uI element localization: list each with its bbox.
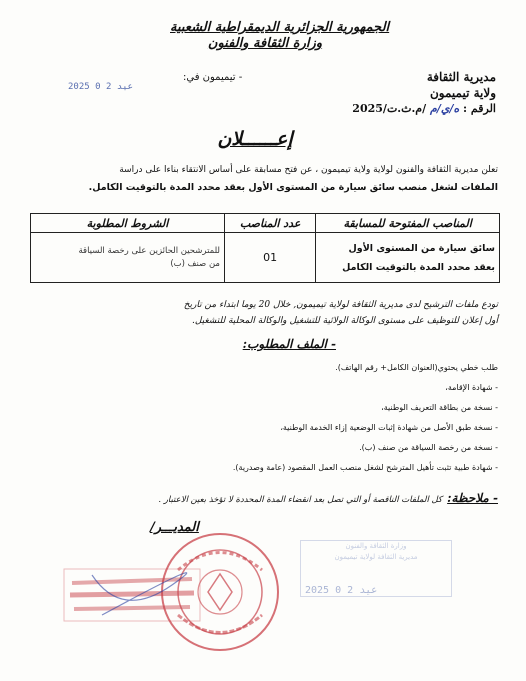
header-count: عدد المناصب bbox=[224, 214, 315, 233]
announcement-title: إعــــــلان bbox=[217, 128, 293, 150]
reception-stamp-text-2: مديرية الثقافة لولاية تيميمون bbox=[334, 553, 418, 561]
list-item: - نسخة طبق الأصل من شهادة إثبات الوضعية إزاء الخدمة الوطنية، bbox=[280, 423, 498, 432]
reference-value: /م.ث.ت/2025 bbox=[352, 102, 427, 115]
condition-line-1: للمترشحين الحائزين على رخصة السياقة bbox=[78, 245, 220, 256]
reference-number bbox=[352, 102, 496, 115]
intro-line-2: الملفات لشغل منصب سائق سيارة من المستوى الأول بعقد محدد المدة بالتوقيت الكامل. bbox=[88, 182, 498, 193]
list-item: - نسخة من رخصة السياقة من صنف (ب). bbox=[359, 443, 498, 452]
director-title: المديـــر/ bbox=[150, 520, 199, 535]
intro-line-1: تعلن مديرية الثقافة والفنون لولاية ولاية تيميمون ، عن فتح مسابقة على أساس الانتقاء بناءا على دراسة bbox=[119, 165, 498, 175]
requirements-list bbox=[28, 363, 498, 483]
reference-handwritten: ه/ي/م bbox=[429, 102, 460, 115]
condition-line-2: من صنف (ب) bbox=[170, 258, 220, 269]
deposit-line-2: أول إعلان للتوظيف على مستوى الوكالة الولائية للتشغيل والوكالة المحلية للتشغيل. bbox=[192, 316, 498, 326]
deposit-line-1: تودع ملفات الترشيح لدى مديرية الثقافة لولاية تيميمون, خلال 20 يوما ابتداء من تاريخ bbox=[183, 300, 498, 310]
table-row bbox=[31, 233, 500, 283]
directorate-label: مديرية الثقافة bbox=[426, 70, 496, 84]
list-item: - نسخة من بطاقة التعريف الوطنية، bbox=[381, 403, 498, 412]
note bbox=[23, 487, 498, 506]
note-label: - ملاحظة: bbox=[447, 491, 498, 505]
wilaya-label: ولاية تيميمون bbox=[429, 86, 496, 100]
list-item: - شهادة طبية تثبت تأهيل المترشح لشغل منصب العمل المقصود (عامة وصدرية). bbox=[232, 463, 498, 472]
reception-stamp-text: وزارة الثقافة والفنون bbox=[345, 542, 407, 550]
republic-title: الجمهورية الجزائرية الديمقراطية الشعبية bbox=[170, 20, 390, 35]
post-cell bbox=[316, 233, 500, 283]
note-text: كل الملفات الناقصة أو التي تصل بعد انقضاء المدة المحددة لا تؤخذ بعين الاعتبار . bbox=[158, 495, 443, 505]
conditions-cell bbox=[31, 233, 225, 283]
reception-stamp-date: 2025 عيد 2 0 bbox=[305, 585, 378, 596]
count-cell: 01 bbox=[224, 233, 315, 283]
post-line-1: سائق سيارة من المستوى الأول bbox=[348, 242, 495, 254]
header-posts: المناصب المفتوحة للمسابقة bbox=[316, 214, 500, 233]
file-heading: - الملف المطلوب: bbox=[242, 337, 336, 351]
table-header-row bbox=[31, 214, 500, 233]
list-item: - شهادة الإقامة، bbox=[445, 383, 498, 392]
director-name-stamp bbox=[62, 565, 202, 625]
ministry-title: وزارة الثقافة والفنون bbox=[207, 36, 323, 51]
place-date: - تيميمون في: bbox=[183, 72, 243, 83]
post-line-2: بعقد محدد المدة بالتوقيت الكامل bbox=[342, 261, 495, 273]
list-item: طلب خطي يحتوي(العنوان الكامل+ رقم الهاتف). bbox=[335, 363, 498, 372]
stamped-date: 2025 عيد 2 0 bbox=[68, 82, 134, 92]
posts-table bbox=[30, 213, 500, 283]
header-conditions: الشروط المطلوبة bbox=[31, 214, 225, 233]
reference-label: الرقم : bbox=[463, 102, 496, 115]
